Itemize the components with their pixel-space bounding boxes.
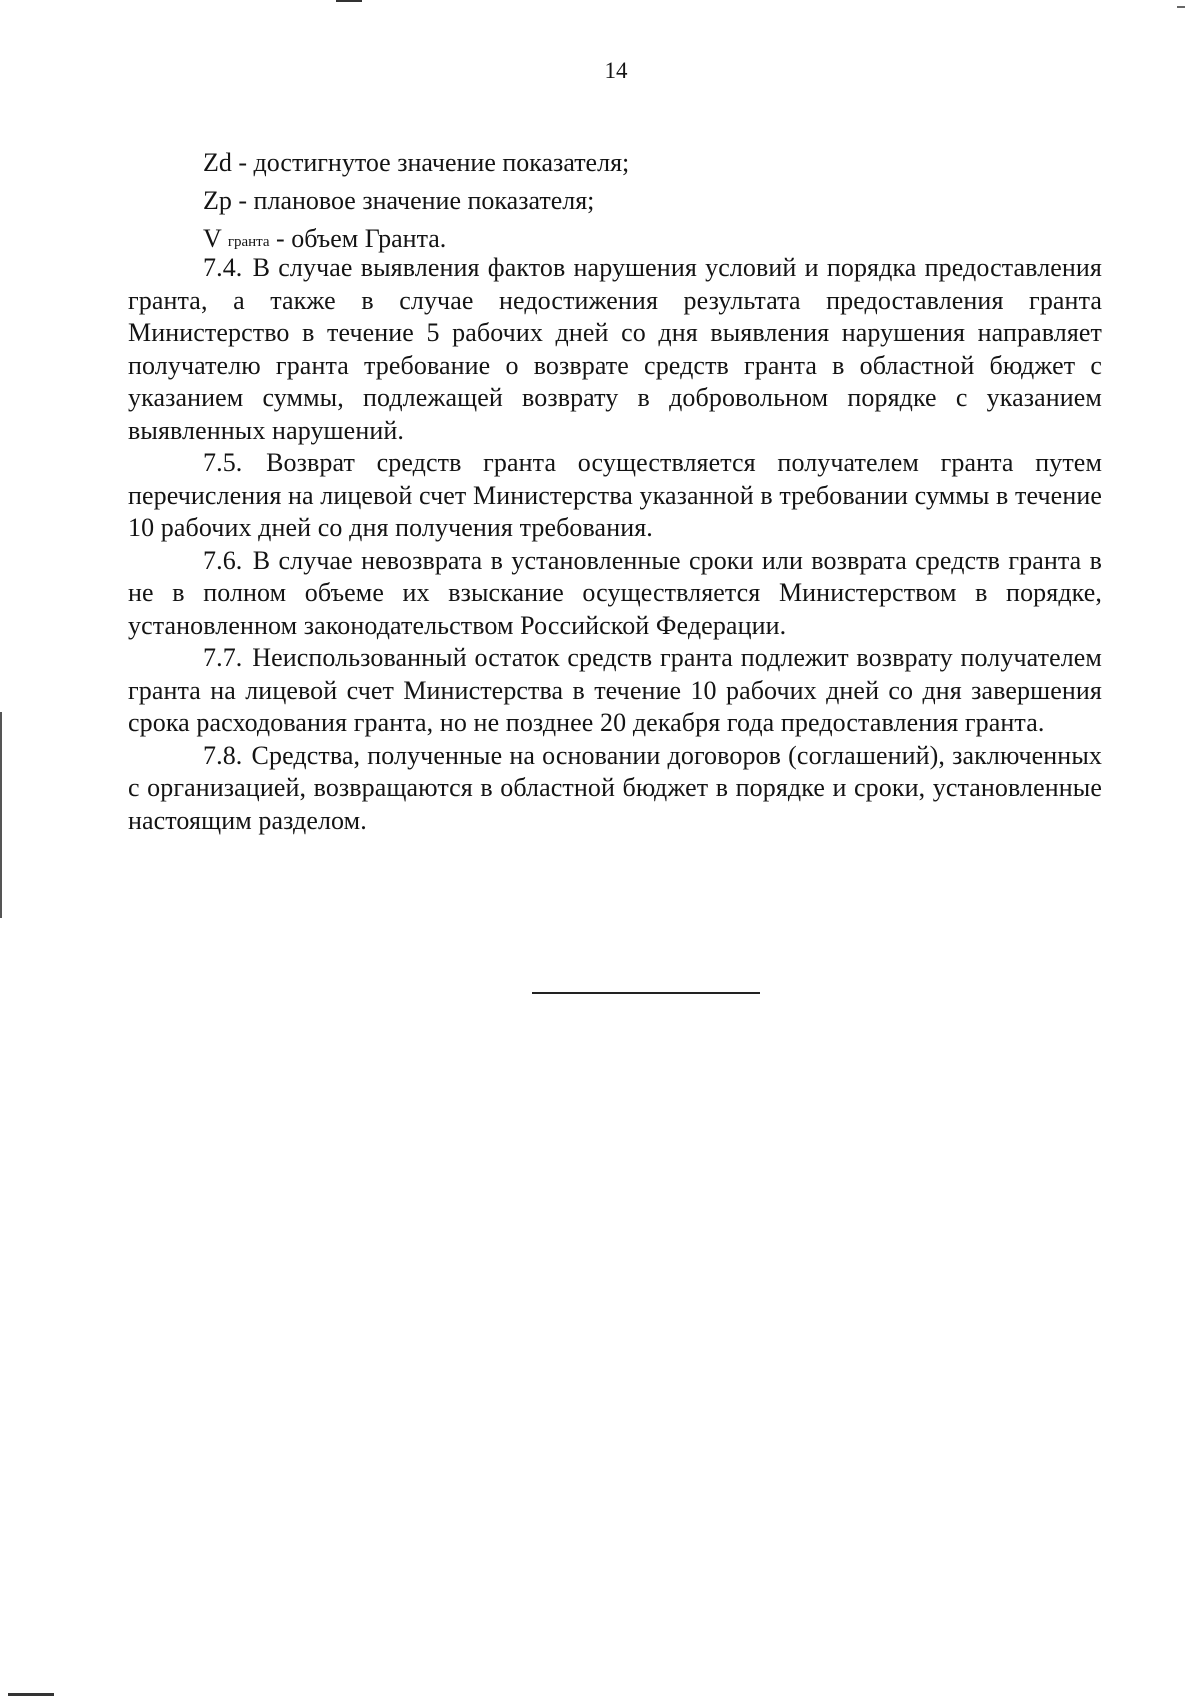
section-7-body — [128, 252, 1102, 837]
paragraph-number: 7.8. — [203, 740, 243, 770]
end-of-text-rule — [532, 992, 760, 994]
legend-text: - объем Гранта. — [269, 224, 447, 253]
legend-symbol: V — [203, 224, 228, 253]
legend-text: - достигнутое значение показателя; — [231, 148, 630, 177]
legend-text: - плановое значение показателя; — [231, 186, 595, 215]
paragraph-text: Возврат средств гранта осуществляется получателем гранта путем перечисления на лицевой счет Министерства указанной в требовании суммы в течение 10 рабочих дней со дня получения требования. — [128, 448, 1102, 542]
paragraph-number: 7.7. — [203, 643, 243, 672]
scan-artifact-left-edge — [0, 712, 2, 918]
legend-symbol: Zp — [203, 186, 232, 215]
paragraph-7-5 — [128, 447, 1102, 545]
legend-symbol: Zd — [203, 148, 232, 177]
paragraph-text: Средства, полученные на основании договоров (соглашений), заключенных с организацией, возвращаются в областной бюджет в порядке и сроки, установленные настоящим разделом. — [128, 740, 1102, 835]
scan-artifact-top-right — [1177, 6, 1185, 8]
paragraph-7-7 — [128, 642, 1102, 740]
legend-item-zp — [203, 184, 629, 222]
page-number: 14 — [604, 58, 628, 83]
paragraph-7-6 — [128, 545, 1102, 643]
paragraph-7-8 — [128, 740, 1102, 838]
legend-item-zd — [203, 146, 629, 184]
legend-subscript: гранта — [227, 234, 270, 250]
paragraph-text: В случае невозврата в установленные сроки или возврата средств гранта в не в полном объеме их взыскание осуществляется Министерством в порядке, установленном законодательством Российской Федерации. — [128, 545, 1102, 640]
paragraph-number: 7.4. — [203, 253, 243, 282]
paragraph-text: В случае выявления фактов нарушения условий и порядка предоставления гранта, а также в случае недостижения результата предоставления гранта Министерство в течение 5 рабочих дней со дня выявления нарушения направляет получателю гранта требование о возврате средств гранта в областной бюджет с указанием суммы, подлежащей возврату в добровольном порядке с указанием выявленных нарушений. — [128, 253, 1102, 445]
paragraph-7-4 — [128, 252, 1102, 447]
paragraph-text: Неиспользованный остаток средств гранта подлежит возврату получателем гранта на лицевой счет Министерства в течение 10 рабочих дней со дня завершения срока расходования гранта, но не позднее 20 декабря года предоставления гранта. — [128, 643, 1102, 737]
formula-legend — [203, 146, 629, 260]
paragraph-number: 7.6. — [203, 545, 243, 575]
scan-artifact-top — [336, 0, 362, 2]
paragraph-number: 7.5. — [203, 448, 243, 477]
scan-artifact-bottom-left — [8, 1693, 54, 1696]
